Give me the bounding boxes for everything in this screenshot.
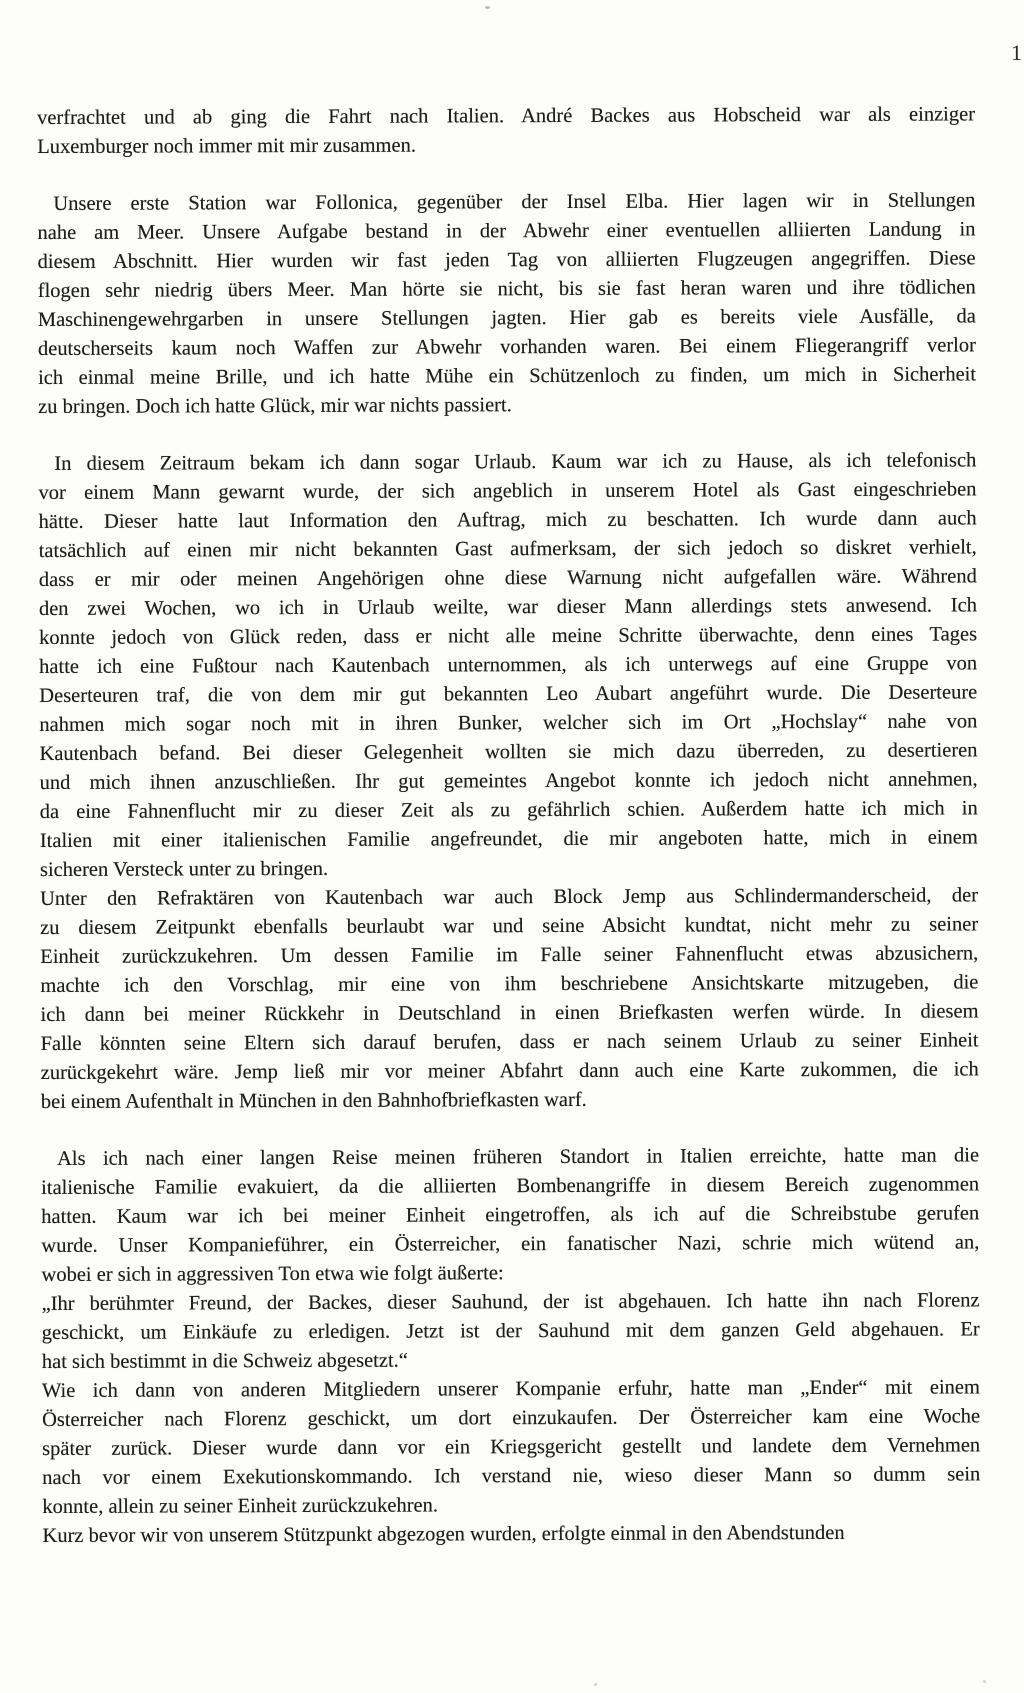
text-line: dass er mir oder meinen Angehörigen ohne diese Warnung nicht aufgefallen wäre. Während	[38, 565, 977, 591]
text-line: machte ich den Vorschlag, mir eine von ihm beschriebene Ansichtskarte mitzugeben, die	[40, 971, 979, 997]
text-line: tatsächlich auf einen mir nicht bekannten Gast aufmerksam, der sich jedoch so diskret verhielt,	[38, 536, 977, 562]
text-line: konnte, allein zu seiner Einheit zurückzukehren.	[42, 1494, 439, 1518]
paragraph	[37, 186, 976, 422]
scan-speck	[485, 6, 490, 9]
text-line: sicheren Versteck unter zu bringen.	[39, 857, 329, 881]
text-line: konnte jedoch von Glück reden, dass er nicht alle meine Schritte überwachte, denn eines Tages	[39, 623, 978, 649]
text-line: diesem Abschnitt. Hier wurden wir fast jeden Tag von alliierten Flugzeugen angegriffen. Diese	[37, 247, 976, 273]
text-line: hat sich bestimmt in die Schweiz abgesetzt.“	[41, 1349, 408, 1373]
text-line: wobei er sich in aggressiven Ton etwa wie folgt äußerte:	[41, 1262, 504, 1286]
paragraph	[42, 1286, 980, 1377]
paragraph	[40, 881, 979, 1117]
text-line: Maschinengewehrgarben in unsere Stellungen jagten. Hier gab es bereits viele Ausfälle, da	[37, 305, 976, 331]
text-line: Österreicher nach Florenz geschickt, um dort einzukaufen. Der Österreicher kam eine Woche	[42, 1405, 981, 1431]
text-line: zurückgekehrt wäre. Jemp ließ mir vor meiner Abfahrt dann auch eine Karte zukommen, die ich	[40, 1058, 979, 1084]
text-line: hatten. Kaum war ich bei meiner Einheit eingetroffen, als ich auf die Schreibstube gerufen	[41, 1202, 980, 1228]
text-line: Luxemburger noch immer mit mir zusammen.	[37, 134, 416, 158]
text-line: zu diesem Zeitpunkt ebenfalls beurlaubt war und seine Absicht kundtat, nicht mehr zu seiner	[40, 913, 979, 939]
text-line: später zurück. Dieser wurde dann vor ein Kriegsgericht gestellt und landete dem Vernehmen	[42, 1434, 981, 1460]
scan-speck	[983, 1680, 986, 1683]
text-line: ich dann bei meiner Rückkehr in Deutschland in einen Briefkasten werfen würde. In diesem	[40, 1000, 979, 1026]
text-line: Italien mit einer italienischen Familie angefreundet, die mir angeboten hatte, mich in einem	[39, 826, 978, 852]
text-line: hatte ich eine Fußtour nach Kautenbach unternommen, als ich unterwegs auf eine Gruppe von	[39, 652, 978, 678]
text-line: Unsere erste Station war Follonica, gegenüber der Insel Elba. Hier lagen wir in Stellungen	[53, 189, 976, 215]
text-line: deutscherseits kaum noch Waffen zur Abwehr vorhanden waren. Bei einem Fliegerangriff verlor	[37, 334, 976, 360]
text-line: verfrachtet und ab ging die Fahrt nach Italien. André Backes aus Hobscheid war als einziger	[37, 103, 976, 129]
paragraph	[38, 446, 978, 885]
text-line: Kurz bevor wir von unserem Stützpunkt abgezogen wurden, erfolgte einmal in den Abendstunden	[42, 1521, 845, 1547]
text-line: nahe am Meer. Unsere Aufgabe bestand in der Abwehr einer eventuellen alliierten Landung in	[37, 218, 976, 244]
text-line: In diesem Zeitraum bekam ich dann sogar Urlaub. Kaum war ich zu Hause, als ich telefonisch	[54, 449, 977, 475]
text-line: nahmen mich sogar noch mit in ihren Bunker, welcher sich im Ort „Hochslay“ nahe von	[39, 710, 978, 736]
scan-speck	[594, 1683, 597, 1686]
text-line: Als ich nach einer langen Reise meinen früheren Standort in Italien erreichte, hatte man die	[57, 1144, 980, 1170]
text-block	[37, 100, 981, 1551]
text-line: „Ihr berühmter Freund, der Backes, dieser Sauhund, der ist abgehauen. Ich hatte ihn nach Florenz	[41, 1289, 980, 1315]
text-line: flogen sehr niedrig übers Meer. Man hörte sie nicht, bis sie fast heran waren und ihre tödlichen	[37, 276, 976, 302]
text-line: Falle könnten seine Eltern sich darauf berufen, dass er nach seinem Urlaub zu seiner Einheit	[40, 1029, 979, 1055]
paragraph	[41, 1141, 980, 1290]
text-line: und mich ihnen anzuschließen. Ihr gut gemeintes Angebot konnte ich jedoch nicht annehmen,	[39, 768, 978, 794]
text-line: Deserteuren traf, die von dem mir gut bekannten Leo Aubart angeführt wurde. Die Deserteure	[39, 681, 978, 707]
text-line: italienische Familie evakuiert, da die alliierten Bombenangriffe in diesem Bereich zugenommen	[41, 1173, 980, 1199]
text-line: Einheit zurückzukehren. Um dessen Familie im Falle seiner Fahnenflucht etwas abzusichern,	[40, 942, 979, 968]
text-line: zu bringen. Doch ich hatte Glück, mir war nichts passiert.	[38, 394, 512, 418]
text-line: hätte. Dieser hatte laut Information den Auftrag, mich zu beschatten. Ich wurde dann auch	[38, 507, 977, 533]
text-line: vor einem Mann gewarnt wurde, der sich angeblich in unserem Hotel als Gast eingeschrieben	[38, 478, 977, 504]
page-number: 1	[1011, 40, 1023, 65]
text-line: Unter den Refraktären von Kautenbach war auch Block Jemp aus Schlindermanderscheid, der	[40, 884, 979, 910]
text-line: bei einem Aufenthalt in München in den Bahnhofbriefkasten warf.	[40, 1088, 587, 1113]
text-line: geschickt, um Einkäufe zu erledigen. Jetzt ist der Sauhund mit dem ganzen Geld abgehauen. Er	[41, 1318, 980, 1344]
text-line: da eine Fahnenflucht mir zu dieser Zeit als zu gefährlich schien. Außerdem hatte ich mich in	[39, 797, 978, 823]
text-line: ich einmal meine Brille, und ich hatte Mühe ein Schützenloch zu finden, um mich in Sicherheit	[38, 363, 977, 389]
paragraph	[42, 1373, 981, 1522]
text-line: den zwei Wochen, wo ich in Urlaub weilte, war dieser Mann allerdings stets anwesend. Ich	[38, 594, 977, 620]
text-line: wurde. Unser Kompanieführer, ein Österreicher, ein fanatischer Nazi, schrie mich wütend an,	[41, 1231, 980, 1257]
text-line: Kautenbach befand. Bei dieser Gelegenheit wollten sie mich dazu überreden, zu desertieren	[39, 739, 978, 765]
text-line: Wie ich dann von anderen Mitgliedern unserer Kompanie erfuhr, hatte man „Ender“ mit einem	[41, 1376, 980, 1402]
paragraph	[37, 100, 975, 162]
text-line: nach vor einem Exekutionskommando. Ich verstand nie, wieso dieser Mann so dumm sein	[42, 1463, 981, 1489]
paragraph	[42, 1518, 980, 1551]
